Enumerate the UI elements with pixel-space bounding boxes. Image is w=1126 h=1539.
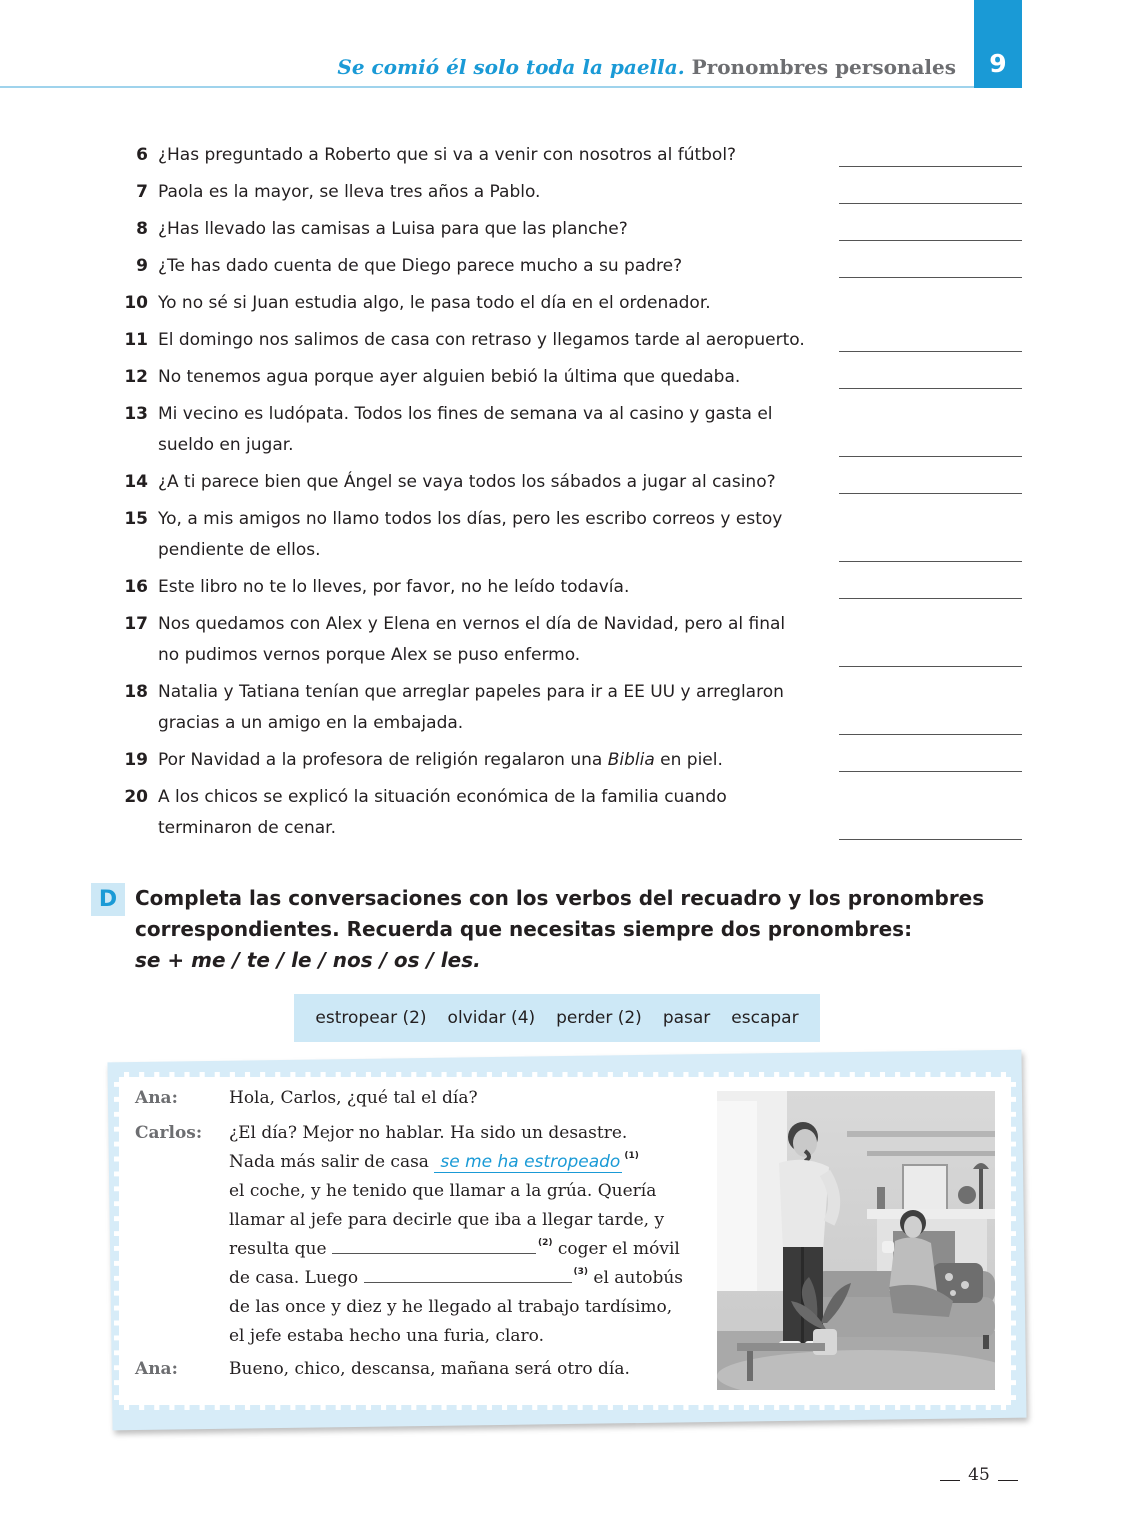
sentence-line: Paola es la mayor, se lleva tres años a Pablo. [158, 182, 541, 202]
sentence-line: ¿Has preguntado a Roberto que si va a venir con nosotros al fútbol? [158, 145, 737, 165]
utterance-line [229, 1264, 715, 1293]
line-text: el autobús [593, 1268, 684, 1288]
exercise-item [110, 399, 1022, 461]
sentence-line: No tenemos agua porque ayer alguien bebió la última que quedaba. [158, 367, 741, 387]
line-text: resulta que [229, 1239, 327, 1259]
exercise-sentence [158, 609, 813, 671]
exercise-item [110, 782, 1022, 844]
sentence-line: ¿A ti parece bien que Ángel se vaya todos los sábados a jugar al casino? [158, 472, 776, 492]
verb-item: olvidar (4) [447, 1008, 536, 1028]
sentence-line: ¿Te has dado cuenta de que Diego parece mucho a su padre? [158, 256, 683, 276]
exercise-number: 10 [124, 293, 148, 313]
utterance-line: ¿El día? Mejor no hablar. Ha sido un desastre. [229, 1123, 628, 1143]
instruction-line-2: correspondientes. Recuerda que necesitas siempre dos pronombres: [135, 917, 913, 941]
dialogue [135, 1084, 715, 1384]
line-text: de casa. Luego [229, 1268, 359, 1288]
utterance-line [229, 1235, 715, 1264]
verb-item: perder (2) [556, 1008, 642, 1028]
exercise-number: 14 [124, 472, 148, 492]
utterance-line: llamar al jefe para decirle que iba a llegar tarde, y [229, 1210, 665, 1230]
sentence-line: Mi vecino es ludópata. Todos los fines de semana va al casino y gasta el [158, 404, 773, 424]
exercise-sentence [158, 399, 813, 461]
answer-blank[interactable] [839, 734, 1022, 735]
living-room-photo [717, 1091, 995, 1390]
sentence-line: sueldo en jugar. [158, 435, 294, 455]
answer-blank[interactable] [839, 240, 1022, 241]
exercise-number: 18 [124, 682, 148, 702]
chapter-tab: 9 [974, 0, 1022, 88]
exercise-item [110, 325, 1022, 356]
exercise-sentence [158, 677, 813, 739]
utterance-line: el coche, y he tenido que llamar a la grúa. Quería [229, 1181, 657, 1201]
exercise-item [110, 251, 1022, 282]
page-title [337, 55, 956, 79]
exercise-number: 12 [124, 367, 148, 387]
answer-blank[interactable] [839, 388, 1022, 389]
answer-blank[interactable] [839, 493, 1022, 494]
section-d-instruction [135, 883, 995, 976]
exercise-number: 7 [136, 182, 148, 202]
sentence-line: A los chicos se explicó la situación económica de la familia cuando [158, 787, 727, 807]
exercise-number: 13 [124, 404, 148, 424]
exercise-number: 9 [136, 256, 148, 276]
page-number-dash [998, 1480, 1018, 1481]
page-number-dash [940, 1480, 960, 1481]
utterance-line: de las once y diez y he llegado al trabajo tardísimo, [229, 1297, 673, 1317]
sentence-line: no pudimos vernos porque Alex se puso enfermo. [158, 645, 581, 665]
sentence-line: El domingo nos salimos de casa con retraso y llegamos tarde al aeropuerto. [158, 330, 805, 350]
instruction-pronouns: se + me / te / le / nos / os / les. [135, 948, 481, 972]
sentence-line: Nos quedamos con Alex y Elena en vernos el día de Navidad, pero al final [158, 614, 786, 634]
exercise-sentence [158, 288, 813, 319]
exercise-item [110, 362, 1022, 393]
speaker-ana: Ana: [135, 1088, 178, 1108]
exercise-number: 6 [136, 145, 148, 165]
utterance: Hola, Carlos, ¿qué tal el día? [229, 1088, 478, 1108]
verb-item: pasar [662, 1008, 711, 1028]
exercise-sentence [158, 467, 813, 498]
utterance-line [229, 1148, 715, 1177]
speaker-ana: Ana: [135, 1359, 178, 1379]
exercise-item [110, 467, 1022, 498]
exercise-sentence [158, 362, 813, 393]
dialogue-turn [135, 1119, 715, 1351]
exercise-item [110, 214, 1022, 245]
exercise-sentence [158, 782, 813, 844]
exercise-sentence [158, 140, 813, 171]
page-number-value: 45 [968, 1465, 990, 1485]
exercise-item [110, 677, 1022, 739]
exercise-item [110, 609, 1022, 671]
line-text: Nada más salir de casa [229, 1152, 429, 1172]
sentence-line: gracias a un amigo en la embajada. [158, 713, 464, 733]
utterance-line: el jefe estaba hecho una furia, claro. [229, 1326, 545, 1346]
exercise-sentence [158, 504, 813, 566]
sentence-line: Por Navidad a la profesora de religión regalaron una Biblia en piel. [158, 750, 723, 770]
dialogue-turn [135, 1084, 715, 1113]
exercise-sentence [158, 177, 813, 208]
line-text: coger el móvil [557, 1239, 680, 1259]
verb-item: estropear (2) [315, 1008, 427, 1028]
exercise-number: 17 [124, 614, 148, 634]
answer-blank[interactable] [839, 839, 1022, 840]
answer-blank[interactable] [839, 598, 1022, 599]
exercise-list [110, 140, 1022, 850]
verb-box [294, 994, 820, 1042]
footnote-marker: (3) [573, 1267, 588, 1277]
exercise-item [110, 288, 1022, 319]
utterance [229, 1119, 715, 1351]
exercise-sentence [158, 214, 813, 245]
sentence-line: Yo, a mis amigos no llamo todos los días, pero les escribo correos y estoy [158, 509, 783, 529]
speaker-carlos: Carlos: [135, 1123, 203, 1143]
answer-blank[interactable] [839, 666, 1022, 667]
exercise-number: 11 [124, 330, 148, 350]
exercise-item [110, 504, 1022, 566]
header-rule [0, 86, 976, 88]
exercise-number: 20 [124, 787, 148, 807]
exercise-number: 19 [124, 750, 148, 770]
sentence-line: pendiente de ellos. [158, 540, 321, 560]
answer-blank[interactable] [839, 456, 1022, 457]
answer-blank[interactable] [332, 1253, 536, 1254]
exercise-number: 8 [136, 219, 148, 239]
exercise-item [110, 745, 1022, 776]
example-answer: se me ha estropeado [434, 1152, 622, 1173]
sentence-line: Natalia y Tatiana tenían que arreglar papeles para ir a EE UU y arreglaron [158, 682, 784, 702]
sentence-line: ¿Has llevado las camisas a Luisa para que las planche? [158, 219, 628, 239]
exercise-item [110, 177, 1022, 208]
page-number [936, 1465, 1022, 1485]
title-sentence: Se comió él solo toda la paella. [337, 55, 685, 79]
sentence-line: Yo no sé si Juan estudia algo, le pasa todo el día en el ordenador. [158, 293, 711, 313]
answer-blank[interactable] [839, 166, 1022, 167]
answer-blank[interactable] [839, 561, 1022, 562]
exercise-item [110, 572, 1022, 603]
sentence-line: Este libro no te lo lleves, por favor, no he leído todavía. [158, 577, 630, 597]
footnote-marker: (2) [537, 1238, 553, 1248]
exercise-sentence [158, 251, 813, 282]
section-d-badge: D [91, 883, 125, 916]
answer-blank[interactable] [839, 771, 1022, 772]
exercise-number: 15 [124, 509, 148, 529]
sentence-line: terminaron de cenar. [158, 818, 336, 838]
verb-item: escapar [731, 1008, 799, 1028]
exercise-sentence [158, 745, 813, 776]
answer-blank[interactable] [364, 1282, 572, 1283]
footnote-marker: (1) [624, 1151, 639, 1161]
exercise-number: 16 [124, 577, 148, 597]
answer-blank[interactable] [839, 277, 1022, 278]
exercise-sentence [158, 325, 813, 356]
utterance: Bueno, chico, descansa, mañana será otro día. [229, 1359, 630, 1379]
exercise-item [110, 140, 1022, 171]
answer-blank[interactable] [839, 351, 1022, 352]
instruction-line-1: Completa las conversaciones con los verbos del recuadro y los pronombres [135, 886, 985, 910]
answer-blank[interactable] [839, 203, 1022, 204]
dialogue-turn [135, 1355, 715, 1384]
title-topic: Pronombres personales [691, 55, 956, 79]
exercise-sentence [158, 572, 813, 603]
